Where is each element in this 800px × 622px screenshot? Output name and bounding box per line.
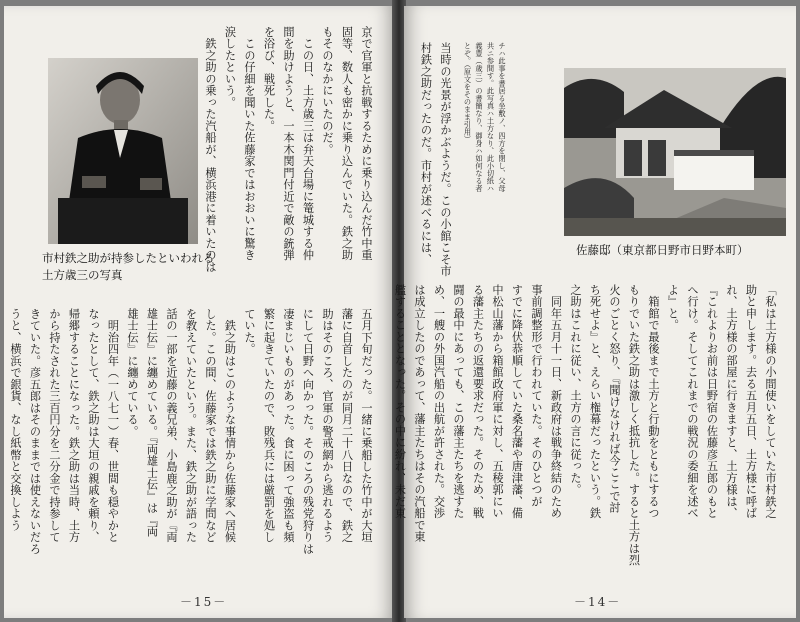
left-lower-column-text: 五月下旬だった。一緒に乗船した竹中が大垣 藩に自首したのが同月二十八日なので、鉄之 助はそのころ、官軍の警戒網から逃れるよう にして日野へ向かった。そのころの残党狩りは 凄まじいものがあった。食に困って強盗も頻 繁に起きていたので、敗残兵には厳罰を処し ていた。 鉄之助はこのような事情から佐藤家へ居候 した。この間、佐藤家では鉄之助に学問など を教えていたという。また、鉄之助が語った 話の一部を近藤の義兄弟、小島鹿之助が『両 雄士伝』に纏めている。『両雄士伝』は『両 雄士伝』に纏めている。 明治四年（一八七一）春、世間も穏やかと なったとして、鉄之助は大垣の親戚を頼り、 帰郷することになった。鉄之助は当時、土方 から持たされた三百円分を二分金で持参して きていた。彦五郎はそのままでは使えないだろ うと、横浜で銀貨、なし紙幣と交換しよう: [9, 308, 373, 555]
left-page: [4, 6, 394, 618]
portrait-caption-line2: 土方歳三の写真: [42, 268, 123, 282]
right-page: [393, 6, 796, 618]
portrait-image: [48, 58, 198, 244]
right-quoted-note: チハ此事を書居る坐敷ノ、四方を閉し、父母 共ニ参間す。此写真ハ土方なり、此小切紙ハ 義豊（歳三）の書簡なり、御身ハ如何なる者 とぞ。（原文をそのまま引用）: [463, 42, 507, 192]
page-number-15: －15－: [180, 595, 228, 609]
page-number-14: －14－: [574, 595, 622, 609]
portrait-caption-line1: 市村鉄之助が持参したといわれる: [42, 251, 215, 265]
left-upper-column-text: 京で官軍と抗戦するために乗り込んだ竹中重 固等、数人も密かに乗り込んでいた。鉄之助 もそのなかにいたのだ。 この日、土方歳三は弁天台場に篭城する仲 間を助けようと、一本木関門付近で敵の銃弾 を浴び、戦死した。 この仔細を聞いた佐藤家ではおおいに驚き 涙したという。 鉄之助の乗った汽船が、横浜港に着いたのは: [204, 26, 373, 273]
right-lower-column-text: 「私は土方様の小間使いをしていた市村鉄之 助と申します。去る五月五日、土方様に呼ば れ、土方様の部屋に行きますと、土方様は、 『これよりお前は日野宿の佐藤彦五郎のもと へ行け。そしてこれまでの戦況の委細を述べ よ』と。 箱館で最後まで土方と行動をともにするつ もりでいた鉄之助は激しく抵抗した。すると土方は烈 火のごとく怒り、『聞けなければ今ここで討 ち死せよ』と、えらい権幕だったという。鉄 之助はこれに従い、土方の言に従った。 同年五月十一日、新政府は戦争終結のため 事前調整形で行われていた。そのひとつが すでに降伏恭順していた桑名藩や唐津藩、備 中松山藩から箱館政府軍に対し、五稜郭にい る藩主たちの返還要求だった。そのため、戦 闘の最中にあっても、この藩主たちを逃すた め、一艘の外国汽船の出航が許された。交渉 は成立したのであって、藩主たちはその汽船で東 艦することとなった。その中に紛れ、未だ東: [393, 284, 777, 566]
residence-caption: 佐藤邸（東京都日野市日野本町）: [576, 243, 749, 257]
sato-residence-photo: [564, 68, 786, 236]
right-upper-column-text: 当時の光景が浮かぶようだ。この小館こそ市 村鉄之助だったのだ。市村が述べるには、: [419, 42, 452, 277]
residence-image: [564, 68, 786, 236]
hijikata-portrait-photo: [48, 58, 198, 244]
